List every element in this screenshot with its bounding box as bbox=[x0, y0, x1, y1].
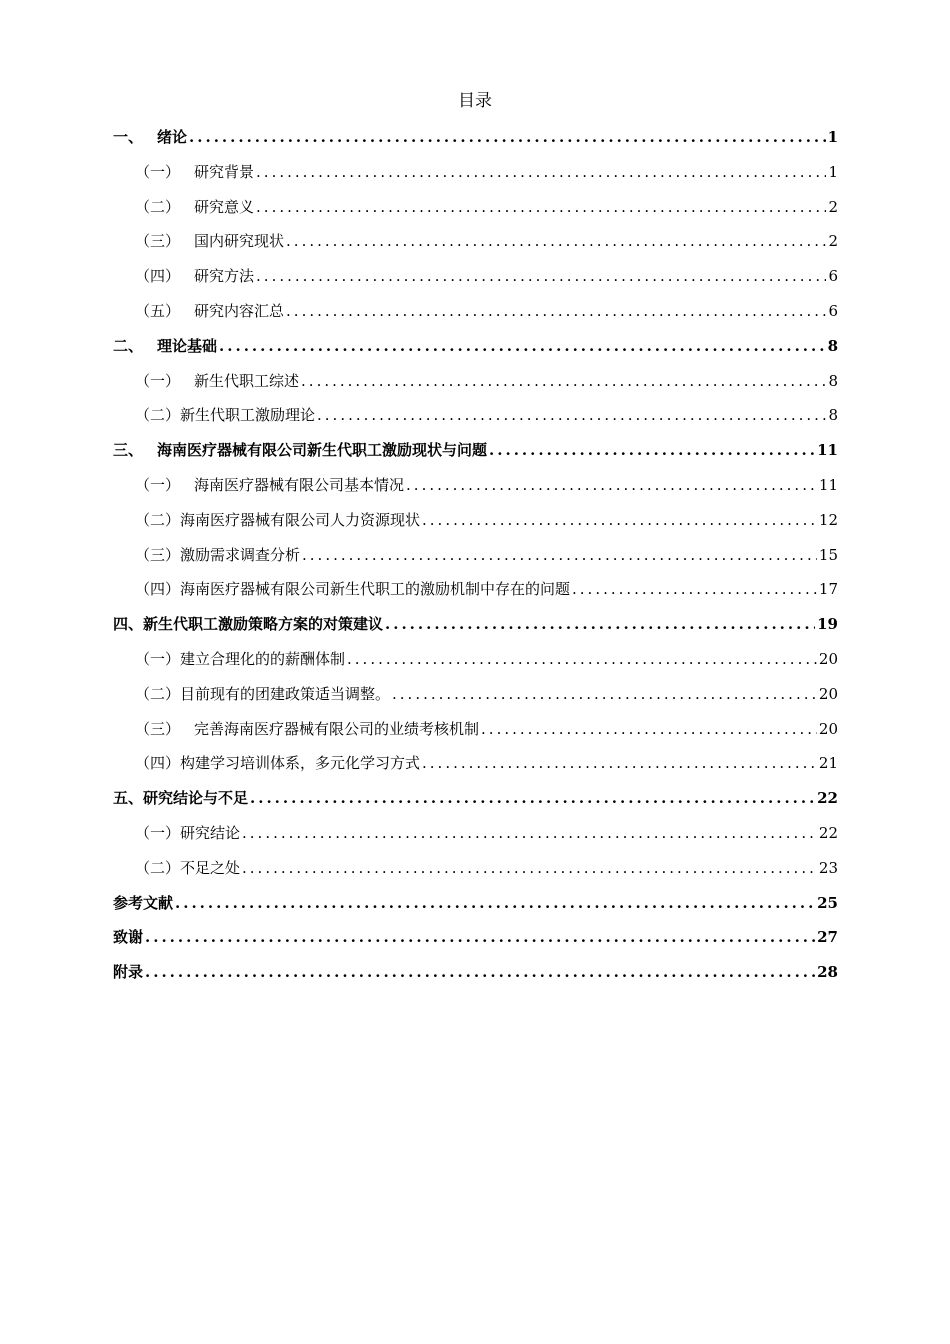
toc-entry-page-number: 6 bbox=[828, 301, 838, 320]
toc-entry-page-number: 27 bbox=[817, 928, 838, 947]
toc-entry-label bbox=[135, 642, 345, 677]
toc-entry-label bbox=[135, 190, 254, 225]
dot-leader bbox=[242, 851, 817, 886]
dot-leader bbox=[219, 329, 826, 364]
toc-entry[interactable] bbox=[113, 677, 838, 712]
dot-leader bbox=[145, 920, 815, 955]
toc-entry-label bbox=[135, 155, 254, 190]
toc-title: 目录 bbox=[458, 91, 492, 111]
toc-entry-page-number: 12 bbox=[818, 510, 838, 529]
toc-entry-number: （二） bbox=[135, 197, 181, 216]
toc-entry[interactable] bbox=[113, 572, 838, 607]
toc-entry-text: （三）激励需求调查分析 bbox=[135, 545, 301, 564]
toc-entry-page-number: 20 bbox=[818, 684, 838, 703]
toc-entry-text: 附录 bbox=[113, 963, 144, 982]
toc-entry-text: 参考文献 bbox=[113, 893, 174, 912]
toc-entry[interactable] bbox=[113, 746, 838, 781]
toc-entry[interactable] bbox=[113, 607, 838, 642]
dot-leader bbox=[489, 433, 815, 468]
toc-entry-number: （五） bbox=[135, 301, 181, 320]
toc-entry[interactable] bbox=[113, 781, 838, 816]
toc-entry-page-number: 1 bbox=[827, 128, 838, 146]
toc-entry-page-number: 22 bbox=[818, 823, 838, 842]
toc-entry-page-number: 8 bbox=[828, 406, 838, 425]
dot-leader bbox=[301, 364, 826, 399]
toc-entry-text: （四）海南医疗器械有限公司新生代职工的激励机制中存在的问题 bbox=[135, 580, 571, 599]
dot-leader bbox=[385, 607, 815, 642]
toc-entry[interactable] bbox=[113, 433, 838, 468]
dot-leader bbox=[302, 538, 817, 573]
toc-entry-label bbox=[135, 294, 284, 329]
toc-entry-text: 新生代职工综述 bbox=[194, 371, 300, 390]
toc-entry-label bbox=[135, 259, 254, 294]
toc-entry-number: 三、 bbox=[113, 441, 144, 460]
toc-entry-label bbox=[113, 607, 383, 642]
toc-entry-page-number: 8 bbox=[827, 336, 838, 355]
toc-entry[interactable] bbox=[113, 120, 838, 155]
toc-entry-label bbox=[135, 816, 240, 851]
toc-entry[interactable] bbox=[113, 294, 838, 329]
toc-entry[interactable] bbox=[113, 886, 838, 921]
toc-entry-page-number: 20 bbox=[818, 719, 838, 738]
dot-leader bbox=[145, 955, 815, 990]
toc-entry-text: 研究意义 bbox=[194, 197, 255, 216]
dot-leader bbox=[406, 468, 817, 503]
dot-leader bbox=[256, 259, 826, 294]
toc-entry-text: （二）目前现有的团建政策适当调整。 bbox=[135, 684, 391, 703]
toc-entry-number: （三） bbox=[135, 719, 181, 738]
toc-entry-page-number: 28 bbox=[817, 963, 838, 982]
dot-leader bbox=[189, 120, 826, 155]
toc-entry-page-number: 11 bbox=[817, 441, 838, 460]
toc-entry-label bbox=[113, 886, 173, 921]
toc-entry[interactable] bbox=[113, 398, 838, 433]
toc-entry-label bbox=[135, 746, 420, 781]
toc-entry-label bbox=[113, 781, 248, 816]
dot-leader bbox=[422, 746, 817, 781]
dot-leader bbox=[242, 816, 817, 851]
toc-entry-label bbox=[113, 433, 487, 468]
toc-entry[interactable] bbox=[113, 816, 838, 851]
toc-entry-text: 理论基础 bbox=[157, 336, 218, 355]
toc-entry-label bbox=[135, 224, 284, 259]
toc-entry-text: 海南医疗器械有限公司基本情况 bbox=[194, 475, 405, 494]
toc-entry-text: 海南医疗器械有限公司新生代职工激励现状与问题 bbox=[157, 441, 488, 460]
toc-entry-text: 四、新生代职工激励策略方案的对策建议 bbox=[113, 615, 384, 634]
toc-entry[interactable] bbox=[113, 851, 838, 886]
toc-entry-label bbox=[113, 329, 217, 364]
dot-leader bbox=[481, 712, 817, 747]
toc-entry-text: 五、研究结论与不足 bbox=[113, 789, 249, 808]
toc-entry-number: 一、 bbox=[113, 128, 144, 146]
toc-entry-page-number: 20 bbox=[818, 649, 838, 668]
toc-entry[interactable] bbox=[113, 920, 838, 955]
dot-leader bbox=[572, 572, 817, 607]
toc-entry-page-number: 2 bbox=[828, 197, 838, 216]
toc-entry-text: （二）海南医疗器械有限公司人力资源现状 bbox=[135, 510, 421, 529]
toc-entry-number: 二、 bbox=[113, 336, 144, 355]
toc-entry-number: （一） bbox=[135, 371, 181, 390]
dot-leader bbox=[250, 781, 815, 816]
toc-entry[interactable] bbox=[113, 224, 838, 259]
toc-entry[interactable] bbox=[113, 190, 838, 225]
toc-entry[interactable] bbox=[113, 642, 838, 677]
toc-entry[interactable] bbox=[113, 712, 838, 747]
table-of-contents bbox=[113, 120, 838, 990]
toc-entry-label bbox=[113, 120, 187, 155]
toc-entry-label bbox=[135, 851, 240, 886]
toc-entry[interactable] bbox=[113, 155, 838, 190]
toc-entry-page-number: 22 bbox=[817, 789, 838, 808]
toc-entry-label bbox=[135, 677, 390, 712]
toc-entry[interactable] bbox=[113, 538, 838, 573]
toc-entry-label bbox=[135, 364, 299, 399]
dot-leader bbox=[392, 677, 817, 712]
toc-entry-text: （四）构建学习培训体系，多元化学习方式 bbox=[135, 754, 421, 773]
toc-entry-label bbox=[135, 398, 315, 433]
dot-leader bbox=[422, 503, 817, 538]
toc-entry-page-number: 19 bbox=[817, 615, 838, 634]
toc-entry-label bbox=[135, 572, 570, 607]
toc-entry-text: 研究方法 bbox=[194, 267, 255, 286]
toc-entry-text: 研究内容汇总 bbox=[194, 301, 285, 320]
toc-entry-page-number: 2 bbox=[828, 232, 838, 251]
toc-entry-text: 国内研究现状 bbox=[194, 232, 285, 251]
toc-entry-text: 完善海南医疗器械有限公司的业绩考核机制 bbox=[194, 719, 480, 738]
dot-leader bbox=[175, 886, 815, 921]
dot-leader bbox=[286, 294, 826, 329]
dot-leader bbox=[256, 155, 826, 190]
dot-leader bbox=[347, 642, 817, 677]
toc-entry[interactable] bbox=[113, 955, 838, 990]
toc-entry[interactable] bbox=[113, 259, 838, 294]
toc-entry-page-number: 15 bbox=[818, 545, 838, 564]
toc-entry-text: （一）建立合理化的的薪酬体制 bbox=[135, 649, 346, 668]
toc-entry-page-number: 11 bbox=[818, 475, 838, 494]
toc-entry[interactable] bbox=[113, 468, 838, 503]
toc-entry-text: 研究背景 bbox=[194, 162, 255, 181]
toc-entry[interactable] bbox=[113, 364, 838, 399]
toc-entry-label bbox=[113, 920, 143, 955]
toc-entry-text: 绪论 bbox=[157, 128, 188, 146]
toc-entry-page-number: 23 bbox=[818, 858, 838, 877]
toc-entry-label bbox=[113, 955, 143, 990]
dot-leader bbox=[286, 224, 826, 259]
toc-entry-number: （三） bbox=[135, 232, 181, 251]
toc-entry-page-number: 8 bbox=[828, 371, 838, 390]
toc-entry-label bbox=[135, 712, 479, 747]
toc-entry-page-number: 21 bbox=[818, 754, 838, 773]
toc-entry-text: 致谢 bbox=[113, 928, 144, 947]
toc-entry[interactable] bbox=[113, 503, 838, 538]
toc-entry[interactable] bbox=[113, 329, 838, 364]
toc-entry-number: （一） bbox=[135, 162, 181, 181]
toc-entry-label bbox=[135, 468, 404, 503]
toc-entry-page-number: 1 bbox=[828, 162, 838, 181]
toc-entry-text: （一）研究结论 bbox=[135, 823, 241, 842]
toc-entry-page-number: 17 bbox=[818, 580, 838, 599]
toc-entry-page-number: 6 bbox=[828, 267, 838, 286]
dot-leader bbox=[256, 190, 826, 225]
toc-entry-text: （二）不足之处 bbox=[135, 858, 241, 877]
toc-entry-number: （四） bbox=[135, 267, 181, 286]
toc-entry-page-number: 25 bbox=[817, 893, 838, 912]
toc-entry-label bbox=[135, 503, 420, 538]
toc-entry-label bbox=[135, 538, 300, 573]
toc-entry-text: （二）新生代职工激励理论 bbox=[135, 406, 316, 425]
dot-leader bbox=[317, 398, 826, 433]
toc-entry-number: （一） bbox=[135, 475, 181, 494]
